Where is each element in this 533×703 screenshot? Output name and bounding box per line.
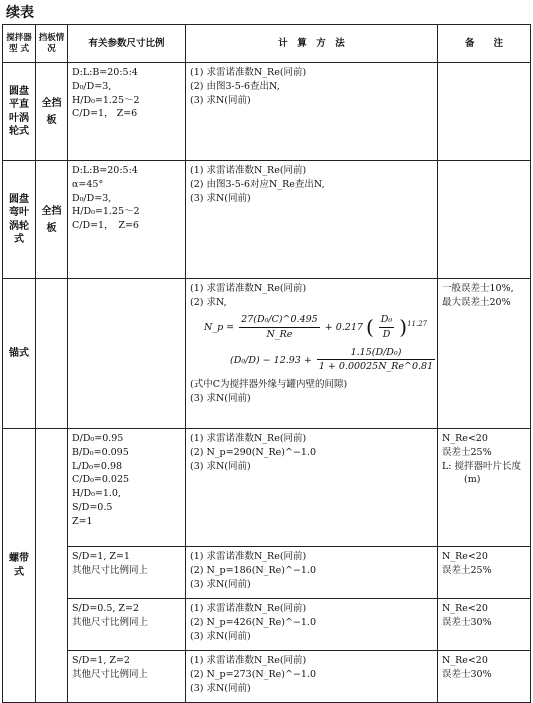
notes-cell [438,279,531,429]
notes-cell [438,429,531,547]
header-notes: 备 注 [438,25,531,63]
param-line: D:L:B=20:5:4 [72,165,138,176]
method-line: (2) 求N, [190,296,227,308]
param-line: D₀/D=3, [72,80,112,92]
exponent-formula: (D₀/D) − 12.93 + $\frac{\text{1.15(D/D₀)}}{1 + 0.00025N\_Re\^{}0.81}$ [230,346,434,373]
type-cell: 螺带式 [3,429,36,703]
param-line: Z=1 [72,515,93,527]
notes-cell [438,547,531,599]
param-line: H/D₀=1.0, [72,488,121,500]
note-line: N_Re<20 [442,551,488,562]
params-cell [68,429,186,547]
method-line: (1) 求雷诺准数N_Re(同前) [190,433,307,444]
method-line: (2) N_p=290(N_Re)^−1.0 [190,446,316,458]
param-line: H/D₀=1.25～2 [72,94,140,106]
notes-cell [438,63,531,161]
notes-cell [438,651,531,703]
table-row [3,161,531,279]
method-line: (1) 求雷诺准数N_Re(同前) [190,655,307,666]
param-line: S/D=0.5, Z=2 [72,603,140,614]
param-line: H/D₀=1.25～2 [72,206,140,218]
param-line: 其他尺寸比例同上 [72,616,149,628]
param-line: α=45° [72,178,104,190]
params-cell [68,161,186,279]
note-line: N_Re<20 [442,655,488,666]
method-line: (3) 求N(同前) [190,460,251,472]
method-line: (2) N_p=186(N_Re)^−1.0 [190,564,316,576]
param-line: 其他尺寸比例同上 [72,668,149,680]
type-cell: 圆盘弯叶涡轮式 [3,161,36,279]
method-cell [186,161,438,279]
note-line: L: 搅拌器叶片长度 [442,460,522,472]
method-line: (1) 求雷诺准数N_Re(同前) [190,551,307,562]
method-line: (1) 求雷诺准数N_Re(同前) [190,165,307,176]
method-line: (式中C为搅拌器外缘与罐内壁的间隙) [190,379,348,391]
power-number-formula: N_p = $\frac{\text{27(D₀/C)\textasciicircum{}0.495}}{N\_Re}$ + 0.217 ( $\frac{\text{D₀}}{D}$ )$^{11.27}$ [204,313,428,340]
header-method: 计 算 方 法 [186,25,438,63]
method-line: (3) 求N(同前) [190,630,251,642]
table-row [3,547,531,599]
table-row [3,279,531,429]
notes-cell [438,161,531,279]
method-cell [186,651,438,703]
method-line: (3) 求N(同前) [190,578,251,590]
table-row [3,651,531,703]
baffle-cell: 全挡板 [36,63,68,161]
param-line: D₀/D=3, [72,192,112,204]
param-line: C/D=1， Z=6 [72,220,139,232]
header-type: 搅拌器型 式 [3,25,36,63]
param-line: S/D=1, Z=1 [72,551,130,562]
param-line: D:L:B=20:5:4 [72,67,138,78]
continued-label: 续表 [6,5,34,21]
header-params: 有关参数尺寸比例 [68,25,186,63]
note-line: 最大误差土20% [442,296,511,308]
param-line: C/D₀=0.025 [72,474,130,486]
method-line: (2) N_p=426(N_Re)^−1.0 [190,616,316,628]
note-line: 误差土25% [442,564,492,576]
param-line: 其他尺寸比例同上 [72,564,149,576]
method-line: (1) 求雷诺准数N_Re(同前) [190,603,307,614]
table-row [3,429,531,547]
param-line: C/D=1， Z=6 [72,108,138,120]
method-line: (3) 求N(同前) [190,192,251,204]
param-line: L/D₀=0.98 [72,460,123,472]
note-line: N_Re<20 [442,603,488,614]
note-line: 一般误差士10%, [442,283,514,294]
param-line: S/D=1, Z=2 [72,655,130,666]
param-line: S/D=0.5 [72,501,113,513]
note-line: N_Re<20 [442,433,488,444]
params-cell [68,63,186,161]
method-cell [186,547,438,599]
method-cell [186,63,438,161]
params-cell [68,547,186,599]
notes-cell [438,599,531,651]
params-cell [68,651,186,703]
param-line: D/D₀=0.95 [72,433,124,444]
method-cell [186,599,438,651]
note-line: 误差士30% [442,616,492,628]
method-line: (2) N_p=273(N_Re)^−1.0 [190,668,316,680]
params-cell [68,279,186,429]
type-cell: 圆盘平直叶涡轮式 [3,63,36,161]
method-cell [186,279,438,429]
note-line: 误差士30% [442,668,492,680]
baffle-cell [36,429,68,703]
method-line: (2) 由图3-5-6对应N_Re查出N, [190,178,325,190]
method-line: (3) 求N(同前) [190,682,251,694]
table-row [3,63,531,161]
method-cell [186,429,438,547]
type-cell: 锚式 [3,279,36,429]
table-row [3,599,531,651]
baffle-cell: 全挡板 [36,161,68,279]
note-line: (m) [464,474,481,486]
header-baffle: 挡板情况 [36,25,68,63]
baffle-cell [36,279,68,429]
param-line: B/D₀=0.095 [72,446,129,458]
method-line: (3) 求N(同前) [190,94,251,106]
method-line: (1) 求雷诺准数N_Re(同前) [190,283,307,294]
params-cell [68,599,186,651]
method-line: (3) 求N(同前) [190,392,251,404]
agitator-power-table [2,24,531,703]
note-line: 误差士25% [442,446,492,458]
method-line: (2) 由图3-5-6查出N, [190,80,280,92]
method-line: (1) 求雷诺准数N_Re(同前) [190,67,307,78]
